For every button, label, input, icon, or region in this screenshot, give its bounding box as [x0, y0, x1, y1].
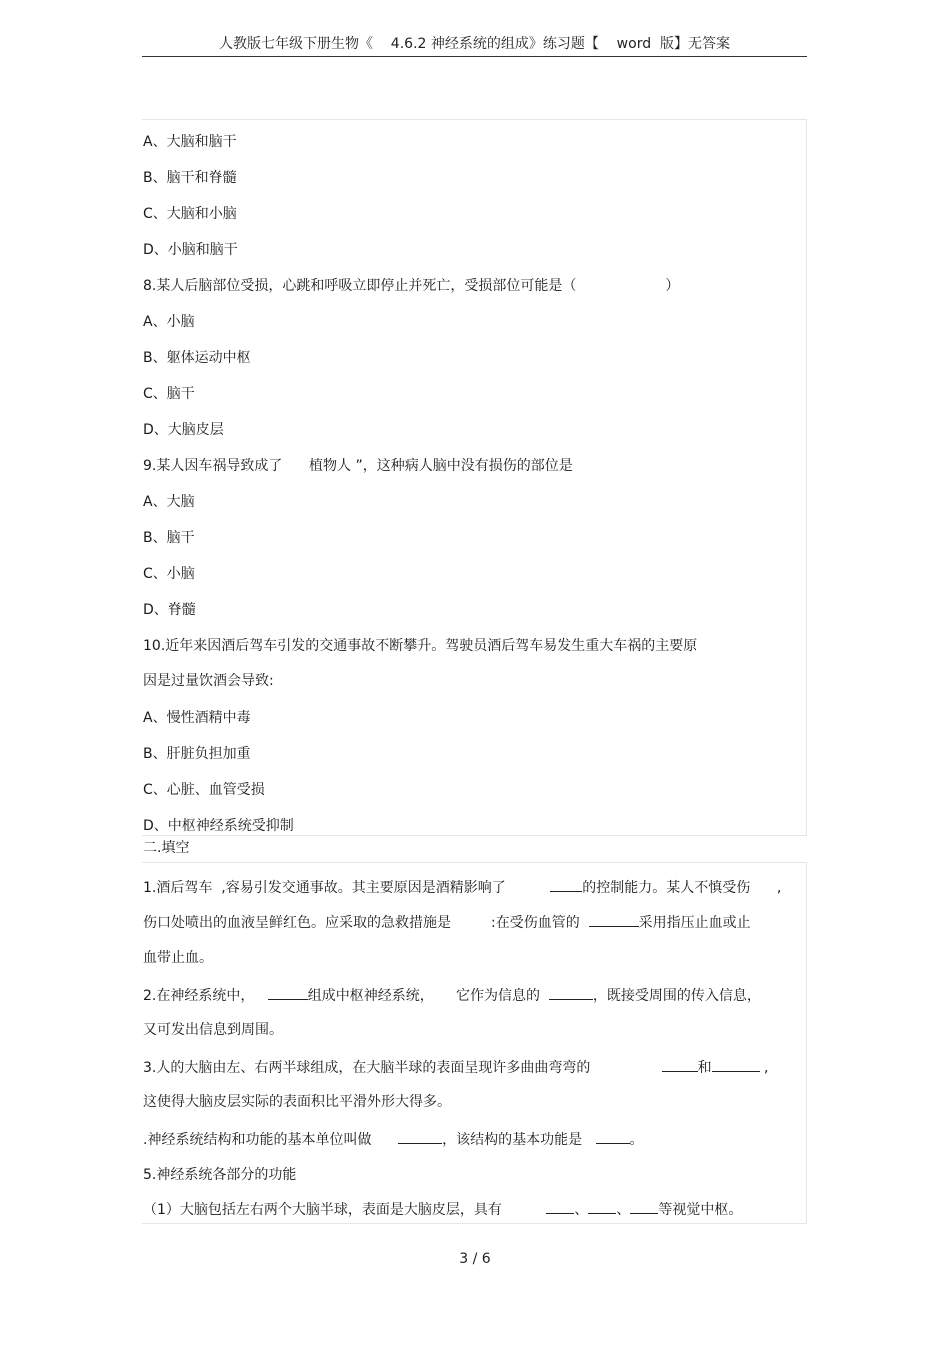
question-line: 因是过量饮酒会导致: [143, 673, 274, 689]
option-line: D、大脑皮层 [143, 422, 224, 438]
text: 伤口处喷出的血液呈鲜红色。应采取的急救措施是 :在受伤血管的 [143, 915, 589, 931]
text: 采用指压止血或止 [638, 915, 751, 931]
text: 3.人的大脑由左、右两半球组成，在大脑半球的表面呈现许多曲曲弯弯的 [143, 1060, 662, 1076]
option-line: D、中枢神经系统受抑制 [143, 818, 294, 834]
fill-question-3 [143, 1058, 768, 1077]
section-title: 二.填空 [143, 840, 190, 856]
text: 。 [629, 1132, 644, 1148]
text: （1）大脑包括左右两个大脑半球，表面是大脑皮层，具有 [143, 1202, 547, 1218]
fill-question-5-1 [143, 1200, 742, 1219]
answer-blank[interactable] [398, 1130, 442, 1144]
text: 、 [616, 1202, 631, 1218]
text: 组成中枢神经系统， 它作为信息的 [307, 988, 549, 1004]
header-rule [142, 56, 807, 57]
fill-question-3-cont: 这使得大脑皮层实际的表面积比平滑外形大得多。 [143, 1094, 451, 1110]
option-line: B、脑干和脊髓 [143, 170, 237, 186]
fill-question-4 [143, 1130, 644, 1149]
answer-blank[interactable] [712, 1058, 760, 1072]
option-line: C、小脑 [143, 566, 195, 582]
fill-question-5: 5.神经系统各部分的功能 [143, 1167, 297, 1183]
text: 和 [697, 1060, 712, 1076]
fill-question-2-cont: 又可发出信息到周围。 [143, 1022, 283, 1038]
answer-blank[interactable] [596, 1130, 630, 1144]
answer-blank[interactable] [662, 1058, 698, 1072]
answer-blank[interactable] [589, 913, 639, 927]
option-line: C、脑干 [143, 386, 195, 402]
fill-question-2 [143, 986, 761, 1005]
text: 、 [574, 1202, 589, 1218]
answer-blank[interactable] [549, 986, 593, 1000]
option-line: B、躯体运动中枢 [143, 350, 251, 366]
option-line: A、大脑和脑干 [143, 134, 237, 150]
option-line: B、脑干 [143, 530, 195, 546]
text: 1.酒后驾车 ,容易引发交通事故。其主要原因是酒精影响了 [143, 880, 551, 896]
option-line: A、慢性酒精中毒 [143, 710, 251, 726]
text: , [759, 1060, 769, 1076]
text: ，该结构的基本功能是 [442, 1132, 596, 1148]
page-header: 人教版七年级下册生物《 4.6.2 神经系统的组成》练习题【 word 版】无答案 [219, 36, 730, 52]
text: .神经系统结构和功能的基本单位叫做 [143, 1132, 399, 1148]
option-line: C、大脑和小脑 [143, 206, 237, 222]
option-line: D、小脑和脑干 [143, 242, 238, 258]
answer-blank[interactable] [550, 878, 582, 892]
question-line: 8.某人后脑部位受损，心跳和呼吸立即停止并死亡，受损部位可能是（ ） [143, 278, 680, 294]
question-line: 10.近年来因酒后驾车引发的交通事故不断攀升。驾驶员酒后驾车易发生重大车祸的主要原 [143, 638, 698, 654]
fill-question-1 [143, 878, 781, 897]
option-line: B、肝脏负担加重 [143, 746, 251, 762]
option-line: A、小脑 [143, 314, 195, 330]
text: 等视觉中枢。 [658, 1202, 743, 1218]
text: 的控制能力。某人不慎受伤 , [582, 880, 782, 896]
option-line: D、脊髓 [143, 602, 196, 618]
answer-blank[interactable] [588, 1200, 616, 1214]
option-line: A、大脑 [143, 494, 195, 510]
text: 2.在神经系统中， [143, 988, 268, 1004]
fill-question-1-cont [143, 913, 751, 932]
question-box-choice [142, 119, 807, 836]
answer-blank[interactable] [268, 986, 308, 1000]
answer-blank[interactable] [546, 1200, 574, 1214]
fill-question-1-end: 血带止血。 [143, 950, 213, 966]
question-line: 9.某人因车祸导致成了 植物人 ”，这种病人脑中没有损伤的部位是 [143, 458, 573, 474]
answer-blank[interactable] [630, 1200, 658, 1214]
text: ，既接受周围的传入信息， [592, 988, 761, 1004]
option-line: C、心脏、血管受损 [143, 782, 265, 798]
page-number: 3 / 6 [459, 1251, 491, 1267]
